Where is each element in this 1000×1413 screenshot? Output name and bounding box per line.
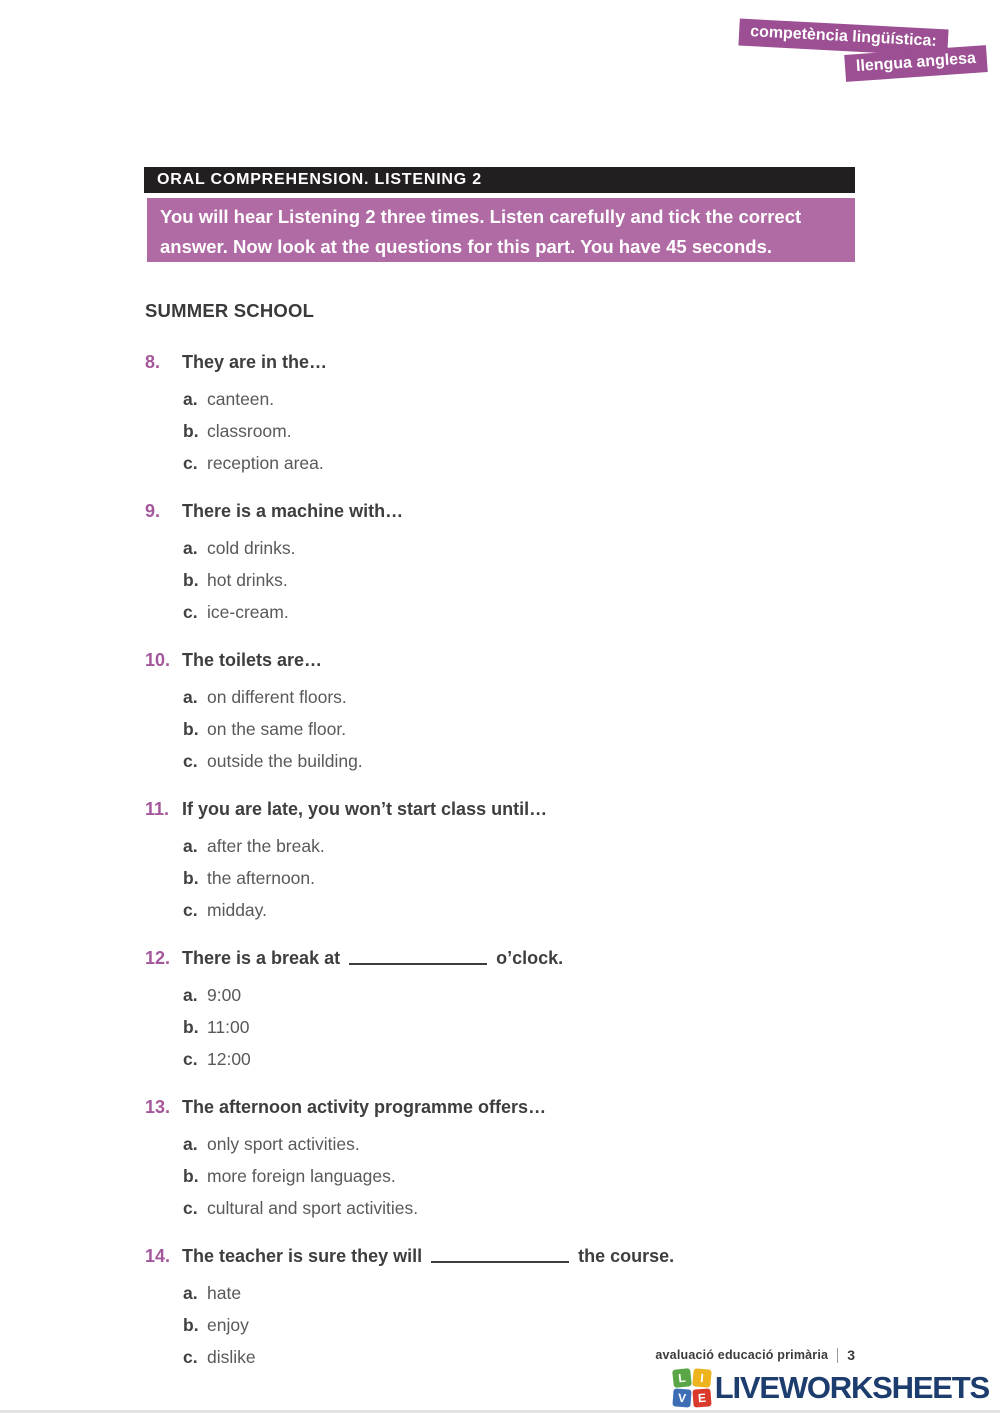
option-text: midday. bbox=[207, 900, 267, 920]
question-options bbox=[145, 980, 857, 1076]
question-line bbox=[145, 1097, 857, 1119]
option-text: ice-cream. bbox=[207, 602, 289, 622]
question-line bbox=[145, 948, 857, 970]
question-options bbox=[145, 384, 857, 480]
option-letter: b. bbox=[183, 719, 199, 739]
question-text-part: The toilets are… bbox=[182, 650, 323, 670]
option-text: on the same floor. bbox=[207, 719, 347, 739]
answer-blank bbox=[431, 1247, 569, 1263]
option-letter: a. bbox=[183, 836, 198, 856]
option-text: the afternoon. bbox=[207, 868, 315, 888]
option-text: on different floors. bbox=[207, 687, 347, 707]
answer-option[interactable] bbox=[183, 1044, 857, 1076]
question-block bbox=[145, 1097, 857, 1225]
option-letter: b. bbox=[183, 868, 199, 888]
answer-option[interactable] bbox=[183, 714, 857, 746]
option-text: canteen. bbox=[207, 389, 275, 409]
option-text: more foreign languages. bbox=[207, 1166, 396, 1186]
question-number: 13. bbox=[145, 1097, 171, 1117]
question-line bbox=[145, 799, 857, 821]
question-block bbox=[145, 948, 857, 1076]
question-number: 9. bbox=[145, 501, 161, 521]
logo-tile-i: I bbox=[692, 1368, 712, 1388]
question-number: 8. bbox=[145, 352, 161, 372]
question-number: 10. bbox=[145, 650, 171, 670]
question-text bbox=[182, 650, 322, 670]
question-options bbox=[145, 831, 857, 927]
option-letter: a. bbox=[183, 389, 198, 409]
logo-tile-e: E bbox=[692, 1388, 711, 1407]
answer-option[interactable] bbox=[183, 863, 857, 895]
option-text: classroom. bbox=[207, 421, 292, 441]
option-letter: c. bbox=[183, 453, 198, 473]
option-letter: c. bbox=[183, 602, 198, 622]
question-text-part: If you are late, you won’t start class until… bbox=[182, 799, 548, 819]
option-letter: b. bbox=[183, 1315, 199, 1335]
option-letter: b. bbox=[183, 1017, 199, 1037]
question-block bbox=[145, 650, 857, 778]
option-text: enjoy bbox=[207, 1315, 249, 1335]
option-text: outside the building. bbox=[207, 751, 363, 771]
option-text: reception area. bbox=[207, 453, 324, 473]
liveworksheets-tiles-icon bbox=[673, 1369, 711, 1407]
option-letter: a. bbox=[183, 538, 198, 558]
answer-option[interactable] bbox=[183, 1161, 857, 1193]
competence-ribbon: competència lingüística: bbox=[738, 19, 948, 57]
question-number: 14. bbox=[145, 1246, 171, 1266]
option-text: 9:00 bbox=[207, 985, 242, 1005]
option-letter: b. bbox=[183, 570, 199, 590]
option-text: hot drinks. bbox=[207, 570, 288, 590]
answer-blank bbox=[349, 949, 487, 965]
answer-option[interactable] bbox=[183, 831, 857, 863]
logo-tile-v: V bbox=[672, 1388, 691, 1407]
option-letter: a. bbox=[183, 1134, 198, 1154]
option-letter: c. bbox=[183, 751, 198, 771]
question-text bbox=[182, 948, 563, 968]
logo-tile-l: L bbox=[672, 1368, 692, 1388]
question-line bbox=[145, 352, 857, 374]
footer-divider bbox=[837, 1348, 838, 1363]
questions-list bbox=[145, 352, 857, 1374]
question-options bbox=[145, 682, 857, 778]
option-letter: a. bbox=[183, 687, 198, 707]
option-text: hate bbox=[207, 1283, 242, 1303]
answer-option[interactable] bbox=[183, 746, 857, 778]
language-ribbon: llengua anglesa bbox=[844, 45, 988, 82]
answer-option[interactable] bbox=[183, 1129, 857, 1161]
instructions-box: You will hear Listening 2 three times. Listen carefully and tick the correct answer. Now look at the questions for this part. You have 45 seconds. bbox=[147, 198, 855, 262]
question-line bbox=[145, 501, 857, 523]
answer-option[interactable] bbox=[183, 682, 857, 714]
answer-option[interactable] bbox=[183, 565, 857, 597]
section-title: SUMMER SCHOOL bbox=[145, 300, 315, 321]
answer-option[interactable] bbox=[183, 980, 857, 1012]
question-text-part: The teacher is sure they will bbox=[182, 1246, 423, 1266]
question-number: 12. bbox=[145, 948, 171, 968]
answer-option[interactable] bbox=[183, 597, 857, 629]
option-text: cultural and sport activities. bbox=[207, 1198, 419, 1218]
answer-option[interactable] bbox=[183, 1310, 857, 1342]
question-text-part: There is a machine with… bbox=[182, 501, 404, 521]
question-text-part: They are in the… bbox=[182, 352, 328, 372]
answer-option[interactable] bbox=[183, 533, 857, 565]
question-text bbox=[182, 352, 327, 372]
worksheet-content bbox=[145, 300, 857, 1395]
answer-option[interactable] bbox=[183, 448, 857, 480]
page-number: 3 bbox=[847, 1347, 855, 1363]
option-letter: c. bbox=[183, 1198, 198, 1218]
question-options bbox=[145, 1129, 857, 1225]
liveworksheets-logo[interactable] bbox=[673, 1369, 989, 1407]
question-text-part: o’clock. bbox=[496, 948, 564, 968]
answer-option[interactable] bbox=[183, 1012, 857, 1044]
option-text: after the break. bbox=[207, 836, 325, 856]
option-letter: b. bbox=[183, 1166, 199, 1186]
option-text: 11:00 bbox=[207, 1017, 250, 1037]
option-letter: c. bbox=[183, 1347, 198, 1367]
footer-meta bbox=[655, 1347, 855, 1363]
question-line bbox=[145, 1246, 857, 1268]
question-block bbox=[145, 501, 857, 629]
option-text: only sport activities. bbox=[207, 1134, 360, 1154]
question-text-part: the course. bbox=[578, 1246, 675, 1266]
option-letter: a. bbox=[183, 1283, 198, 1303]
option-letter: a. bbox=[183, 985, 198, 1005]
question-block bbox=[145, 352, 857, 480]
question-options bbox=[145, 533, 857, 629]
answer-option[interactable] bbox=[183, 416, 857, 448]
question-text bbox=[182, 799, 547, 819]
answer-option[interactable] bbox=[183, 895, 857, 927]
option-text: dislike bbox=[207, 1347, 256, 1367]
option-letter: c. bbox=[183, 900, 198, 920]
option-text: 12:00 bbox=[207, 1049, 251, 1069]
question-text-part: The afternoon activity programme offers… bbox=[182, 1097, 547, 1117]
option-letter: c. bbox=[183, 1049, 198, 1069]
question-text bbox=[182, 501, 403, 521]
question-text bbox=[182, 1097, 546, 1117]
question-number: 11. bbox=[145, 799, 170, 819]
question-text bbox=[182, 1246, 674, 1266]
answer-option[interactable] bbox=[183, 1193, 857, 1225]
option-letter: b. bbox=[183, 421, 199, 441]
section-header-bar: ORAL COMPREHENSION. LISTENING 2 bbox=[144, 167, 855, 193]
question-block bbox=[145, 799, 857, 927]
option-text: cold drinks. bbox=[207, 538, 296, 558]
answer-option[interactable] bbox=[183, 1278, 857, 1310]
liveworksheets-wordmark: LIVEWORKSHEETS bbox=[714, 1370, 989, 1405]
question-line bbox=[145, 650, 857, 672]
answer-option[interactable] bbox=[183, 384, 857, 416]
document-label: avaluació educació primària bbox=[655, 1348, 829, 1362]
question-text-part: There is a break at bbox=[182, 948, 341, 968]
